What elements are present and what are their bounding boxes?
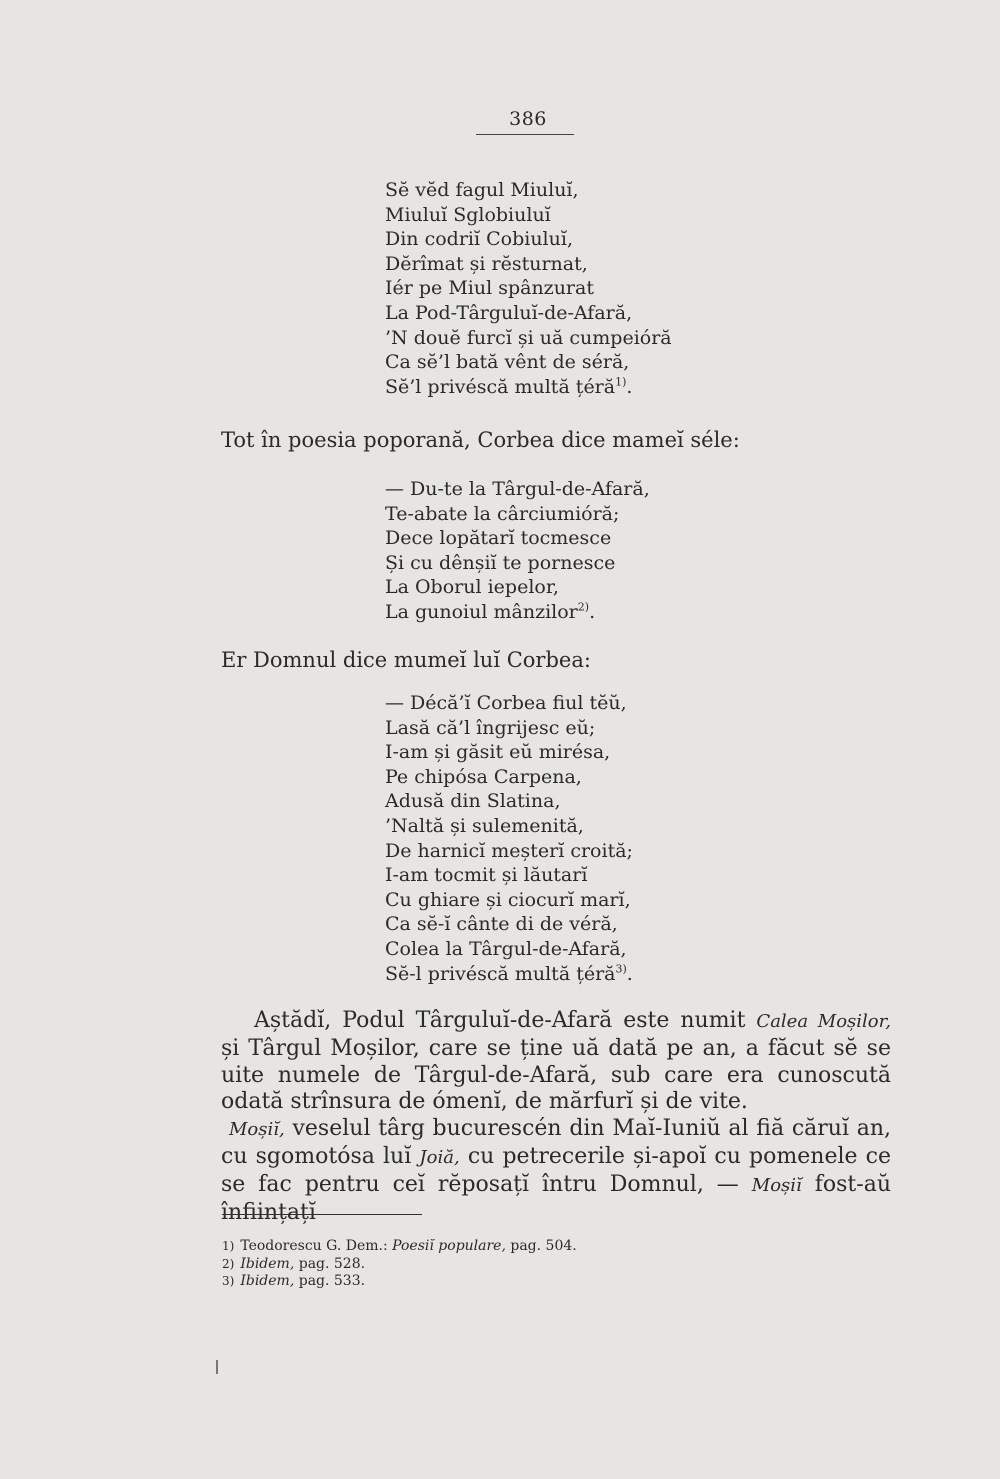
verse1-line: [385, 276, 672, 301]
body-text: [221, 1008, 891, 1226]
para2-italic1: Moșiĭ,: [229, 1119, 285, 1141]
verse1-line: [385, 326, 672, 351]
verse3-line: [385, 765, 633, 790]
verse3-end-punct: .: [626, 962, 633, 985]
verse3-line-text: Ca sĕ-ĭ cânte di de véră,: [385, 913, 618, 936]
verse2-end-punct: .: [589, 600, 596, 623]
verse2-line-text: Și cu dênșiĭ te pornesce: [385, 551, 616, 574]
verse3-line-text: Adusă din Slatina,: [385, 790, 561, 813]
footnote-2-title: Ibidem,: [240, 1255, 295, 1272]
para1-after: și Târgul Moșilor, care se ține uă dată pe an, a făcut sĕ se uite numele de Târgul-de-Afară, sub care era cunoscută odată strînsura de ómenĭ, de mărfurĭ și de vite.: [221, 1035, 891, 1115]
verse1-line: [385, 203, 672, 228]
verse3-line: [385, 789, 633, 814]
verse3-line: [385, 912, 633, 937]
verse1-line: [385, 375, 672, 400]
verse3-line-text: De harnicĭ meșterĭ croită;: [385, 839, 633, 862]
verse1-line-text: Sĕ vĕd fagul Miuluĭ,: [385, 179, 579, 201]
verse2-line-text: Dece lopătarĭ tocmesce: [385, 527, 612, 550]
verse3-line-text: ’Naltă și sulemenită,: [385, 814, 584, 837]
footnote-2: [222, 1256, 577, 1274]
footnote-rule: [222, 1214, 422, 1215]
para2-text1: veselul târg bucurescén din Maĭ-Iuniŭ al fiă căruĭ an, cu sgomotósa luĭ: [221, 1116, 891, 1169]
verse3-line: [385, 691, 633, 716]
verse1-line-text: Miuluĭ Sglobiuluĭ: [385, 203, 551, 226]
para2-text2: cu petrecerile și-apoĭ cu pomenele ce se fac pentru ceĭ rĕposațĭ întru Domnul, —: [221, 1143, 892, 1197]
verse2-line: [385, 551, 650, 576]
verse3-line: [385, 716, 633, 741]
verse-block-3: [385, 691, 633, 986]
verse3-footnote-ref: 3): [615, 962, 627, 976]
paragraph-mosii: [221, 1116, 891, 1226]
verse3-line-text: Pe chipósa Carpena,: [385, 765, 582, 788]
verse1-line: [385, 252, 672, 277]
verse3-line: [385, 839, 633, 864]
para1-italic: Calea Moșilor,: [756, 1011, 891, 1032]
verse2-line: [385, 477, 650, 502]
footnote-3-page: pag. 533.: [294, 1273, 366, 1289]
verse2-line: [385, 575, 650, 600]
footnote-3-title: Ibidem,: [240, 1273, 295, 1289]
verse1-line-text: Iér pe Miul spânzurat: [385, 277, 594, 300]
verse2-footnote-ref: 2): [577, 600, 590, 614]
intro-line-corbea: Tot în poesia poporană, Corbea dice mameĭ séle:: [221, 428, 740, 452]
verse1-line-text: Sĕ’l privéscă multă țéră: [385, 375, 616, 398]
verse1-footnote-ref: 1): [615, 375, 627, 389]
verse1-line-text: ’N douĕ furcĭ și uă cumpeióră: [385, 326, 672, 349]
footnote-3: [222, 1273, 577, 1291]
intro-line-domnul: Er Domnul dice mumeĭ luĭ Corbea:: [221, 648, 591, 672]
footnote-3-number: 3): [222, 1274, 235, 1288]
verse3-line: [385, 814, 633, 839]
verse2-line-text: — Du-te la Târgul-de-Afară,: [385, 478, 650, 500]
verse1-line-text: Dĕrîmat și rĕsturnat,: [385, 252, 588, 275]
footnote-1-author: Teodorescu G. Dem.:: [240, 1238, 393, 1254]
para2-italic2: Joiă,: [419, 1146, 460, 1168]
verse1-end-punct: .: [626, 375, 633, 398]
para2-italic3: Moșiĭ: [751, 1174, 802, 1196]
verse1-line: [385, 301, 672, 326]
verse2-line: [385, 600, 650, 625]
page-number-rule: [476, 134, 574, 135]
verse3-line: [385, 962, 633, 987]
verse3-line-text: Lasă că’l îngrijesc eŭ;: [385, 716, 596, 739]
verse3-line-text: Colea la Târgul-de-Afară,: [385, 937, 627, 960]
verse2-line-text: La gunoiul mânzilor: [385, 600, 578, 623]
verse3-line-text: — Décă’ĭ Corbea fiul tĕŭ,: [385, 692, 627, 714]
footnote-2-number: 2): [222, 1256, 235, 1271]
verse1-line: [385, 227, 672, 252]
page-number: 386: [509, 108, 547, 130]
verse1-line: [385, 178, 672, 203]
footnotes: [222, 1238, 577, 1291]
verse2-line-text: Te-abate la cârciumióră;: [385, 502, 620, 525]
verse2-line: [385, 502, 650, 527]
verse1-line-text: Din codriĭ Cobiuluĭ,: [385, 228, 573, 251]
verse3-line-text: I-am tocmit și lăutarĭ: [385, 864, 588, 887]
verse3-line-text: I-am și găsit eŭ mirésa,: [385, 741, 611, 764]
verse-block-1: [385, 178, 672, 399]
verse1-line: [385, 350, 672, 375]
footnote-1: [222, 1238, 577, 1256]
verse3-line: [385, 888, 633, 913]
footnote-1-page: pag. 504.: [505, 1238, 577, 1254]
para1-before: Aștădĭ, Podul Târguluĭ-de-Afară este numit: [254, 1008, 757, 1033]
footnote-2-page: pag. 528.: [294, 1255, 366, 1272]
verse3-line-text: Sĕ-l privéscă multă țéră: [385, 962, 616, 985]
verse3-line: [385, 937, 633, 962]
footnote-1-title: Poesiĭ populare,: [392, 1238, 506, 1254]
verse1-line-text: La Pod-Târguluĭ-de-Afară,: [385, 301, 633, 324]
paper-mark: [216, 1360, 218, 1374]
verse3-line-text: Cu ghiare și ciocurĭ marĭ,: [385, 888, 631, 911]
para2-text3: fost-aŭ înființațĭ: [221, 1171, 891, 1225]
verse3-line: [385, 740, 633, 765]
verse3-line: [385, 863, 633, 888]
verse-block-2: [385, 477, 650, 625]
verse2-line-text: La Oborul iepelor,: [385, 576, 559, 599]
footnote-1-number: 1): [222, 1239, 235, 1253]
verse1-line-text: Ca sĕ’l bată vênt de séră,: [385, 351, 630, 374]
verse2-line: [385, 526, 650, 551]
paragraph-astadi: [221, 1008, 891, 1116]
